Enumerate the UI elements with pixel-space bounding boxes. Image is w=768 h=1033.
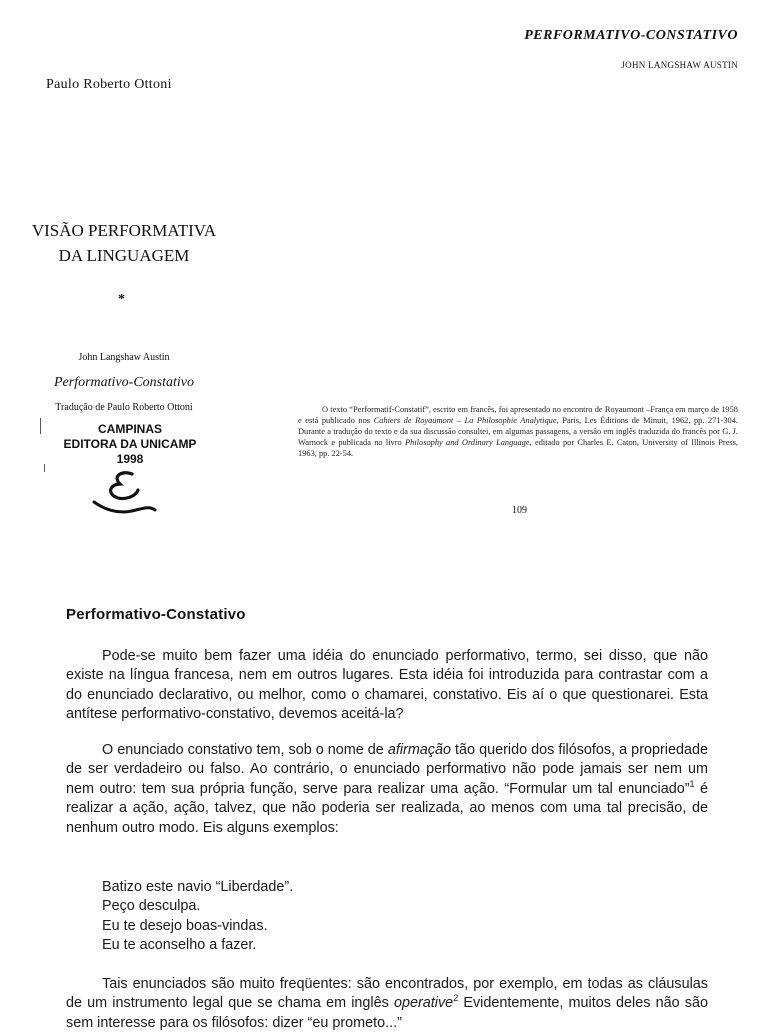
footnote-italic-title: Cahiers de Royaumont – La Philosophie Analytique (373, 416, 557, 425)
credit-translation: Tradução de Paulo Roberto Ottoni (55, 402, 193, 413)
paragraph-text: Evidentemente, muitos deles não são sem interesse para os filósofos: dizer “eu prometo...” (66, 995, 708, 1031)
footnote-text: , Paris, Les Éditions de Minuit, 1962, pp. 271-304. Durante a tradução do texto e da sua discussão consultei, em algumas passagens, a versão em inglês traduzida do francês por G. J. Warnock e publicada no livro (298, 416, 739, 447)
paragraph-2 (66, 741, 708, 838)
example-item: Batizo este navio “Liberdade”. (102, 879, 294, 895)
footnote (298, 404, 738, 459)
footnote-text: , editado por Charles E. Caton, University of Illinois Press, 1963, pp. 22-54. (298, 438, 739, 458)
example-item: Eu te aconselho a fazer. (102, 937, 257, 954)
publisher-city: CAMPINAS (97, 422, 162, 436)
example-item: Peço desculpa. (102, 898, 201, 915)
paragraph-text: Tais enunciados são muito freqüentes: são encontrados, por exemplo, em todas as cláusulas de um instrumento legal que se chama em inglês (66, 976, 708, 1012)
footnote-text: O texto “Performatif-Constatif”, escrito em francês, foi apresentado no encontro de Royaumont –França em março de 1958 e está publicado nos (298, 405, 738, 425)
footnote-ref[interactable]: 2 (453, 993, 459, 1004)
footnote-ref[interactable]: 1 (689, 779, 695, 790)
book-title (8, 218, 240, 268)
emphasis-term: operative (393, 995, 454, 1012)
section-heading: Performativo-Constativo (66, 606, 246, 623)
credit-work-title: Performativo-Constativo (54, 375, 194, 390)
running-author: JOHN LANGSHAW AUSTIN (621, 60, 738, 70)
examples-list (102, 878, 293, 956)
page-number: 109 (512, 505, 527, 516)
emphasis-term: afirmação (387, 742, 452, 758)
example-item: Eu te desejo boas-vindas. (102, 917, 268, 934)
publisher-logo-icon (92, 468, 158, 518)
publisher-year: 1998 (116, 452, 144, 466)
asterisk-ornament: * (118, 292, 125, 307)
running-title: PERFORMATIVO-CONSTATIVO (524, 28, 738, 43)
publisher-name: EDITORA DA UNICAMP (63, 437, 197, 451)
publisher-block (30, 422, 230, 467)
credit-author: John Langshaw Austin (78, 352, 170, 363)
paragraph-1: Pode-se muito bem fazer uma idéia do enunciado performativo, termo, sei disso, que não existe na língua francesa, nem em outros lugares. Esta idéia foi introduzida para contrastar com a do enunciado declarativo, ou melhor, como o chamarei, constativo. Eis aí o que questionarei. Esta antítese performativo-constativo, devemos aceitá-la? (66, 648, 708, 723)
paragraph-text: tão querido dos filósofos, a propriedade de ser verdadeiro ou falso. Ao contrário, o enunciado performativo não pode jamais ser nem um nem outro: tem sua própria função, serve para realizar uma ação. “Formular um tal enunciado” (66, 742, 708, 797)
paragraph-text: O enunciado constativo tem, sob o nome de (102, 742, 388, 758)
footnote-italic-title: Philosophy and Ordinary Language (405, 438, 530, 447)
paragraph-text: é realizar a ação, ação, talvez, que não poderia ser realizada, ao menos com uma tal precisão, de nenhum outro modo. Eis alguns exemplos: (66, 780, 708, 836)
book-title-line-1: VISÃO PERFORMATIVA (31, 221, 217, 240)
paragraph-3 (66, 975, 708, 1033)
translator-name: Paulo Roberto Ottoni (46, 77, 172, 92)
book-title-line-2: DA LINGUAGEM (58, 246, 190, 265)
